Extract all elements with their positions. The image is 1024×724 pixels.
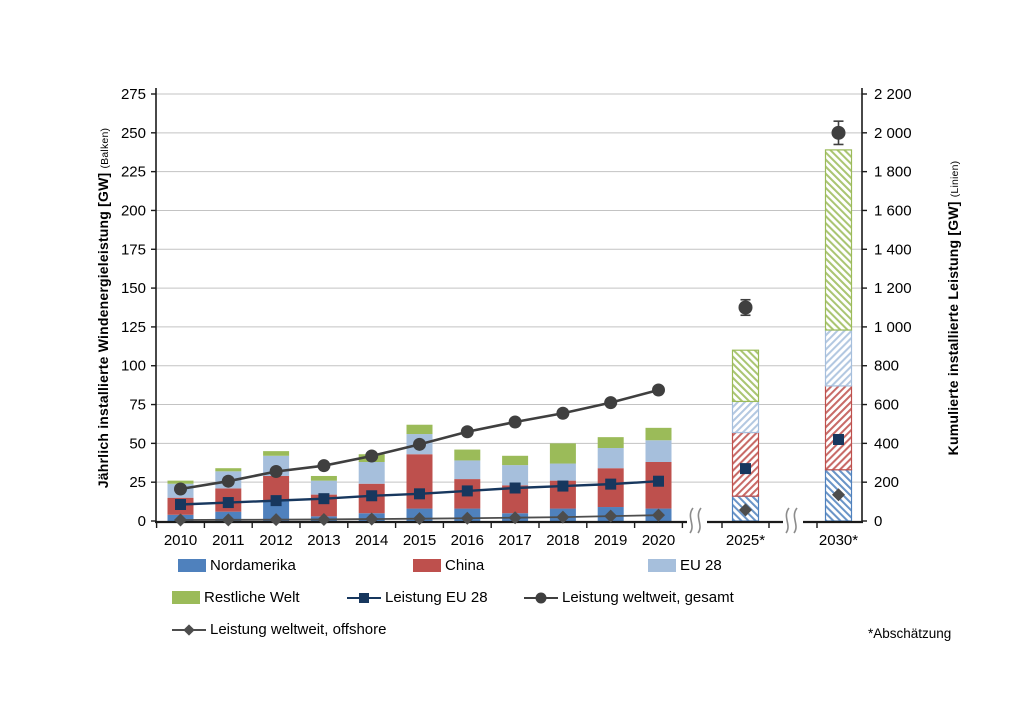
- estimate-footnote: *Abschätzung: [868, 626, 952, 641]
- marker-circle-2015: [413, 438, 426, 451]
- left-axis-tick-label: 150: [120, 280, 146, 298]
- bar-2015-restliche-welt: [407, 425, 433, 434]
- bar-2030-eu-28: [826, 330, 852, 386]
- bar-2019-restliche-welt: [598, 437, 624, 448]
- x-axis-label-2010: 2010: [163, 532, 198, 549]
- right-axis-tick-label: 600: [874, 396, 900, 414]
- x-axis-label-2013: 2013: [307, 532, 341, 549]
- left-axis-title: [95, 83, 111, 533]
- legend-label: Leistung weltweit, gesamt: [562, 589, 734, 606]
- marker-circle-2011: [222, 475, 235, 488]
- legend-marker-icon: [347, 591, 381, 605]
- bar-2013-restliche-welt: [311, 476, 337, 481]
- bar-2025-restliche-welt: [733, 350, 759, 401]
- left-axis-tick-label: 125: [120, 318, 146, 336]
- left-axis-tick-label: 75: [129, 396, 146, 414]
- bar-2020-eu-28: [646, 440, 672, 462]
- marker-square-2015: [414, 488, 425, 499]
- right-axis-tick-label: 1 200: [874, 280, 912, 298]
- x-axis-label-2011: 2011: [212, 532, 245, 549]
- legend-marker-icon: [172, 623, 206, 637]
- bar-2018-restliche-welt: [550, 443, 576, 463]
- bar-2019-eu-28: [598, 448, 624, 468]
- bar-2013-eu-28: [311, 481, 337, 495]
- left-axis-title-suffix: (Balken): [99, 127, 111, 169]
- left-axis-tick-label: 0: [137, 513, 146, 530]
- marker-circle-2020: [652, 383, 665, 396]
- left-axis-tick-label: 250: [120, 124, 146, 142]
- legend-label: Leistung EU 28: [385, 589, 488, 606]
- legend-item-eu-28: [648, 557, 722, 574]
- x-axis-label-2012: 2012: [259, 532, 293, 549]
- legend-marker-icon: [524, 591, 558, 605]
- marker-square-2010: [175, 499, 186, 510]
- left-axis-tick-label: 175: [120, 241, 146, 259]
- x-axis-label-2017: 2017: [498, 532, 532, 549]
- marker-square-2019: [605, 479, 616, 490]
- legend-label: Leistung weltweit, offshore: [210, 621, 387, 638]
- marker-square-2011: [223, 497, 234, 508]
- bar-2025-eu-28: [733, 401, 759, 432]
- marker-square-2030: [833, 434, 844, 445]
- x-axis-label-2030: 2030*: [818, 532, 859, 549]
- x-axis-label-2014: 2014: [355, 532, 389, 549]
- x-axis-label-2025: 2025*: [725, 532, 766, 549]
- bar-2030-restliche-welt: [826, 150, 852, 330]
- marker-circle-2019: [604, 396, 617, 409]
- legend-label: China: [445, 557, 485, 574]
- legend-item-leistung-eu-28: [347, 589, 488, 606]
- marker-circle-2030: [832, 126, 846, 140]
- bar-2017-eu-28: [502, 465, 528, 485]
- left-axis-tick-label: 200: [120, 202, 146, 220]
- marker-square-2013: [318, 493, 329, 504]
- marker-square-2012: [271, 495, 282, 506]
- legend-swatch-icon: [172, 591, 200, 604]
- x-axis-label-2018: 2018: [546, 532, 580, 549]
- marker-circle-2016: [461, 425, 474, 438]
- x-axis-label-2016: 2016: [450, 532, 484, 549]
- right-axis-tick-label: 1 000: [874, 318, 912, 336]
- left-axis-title-text: Jährlich installierte Windenergieleistung [GW]: [95, 172, 111, 489]
- marker-circle-2014: [365, 449, 378, 462]
- legend-swatch-icon: [178, 559, 206, 572]
- marker-circle-2012: [270, 465, 283, 478]
- x-axis-label-2019: 2019: [594, 532, 628, 549]
- bar-2016-restliche-welt: [454, 450, 480, 461]
- legend-item-china: [413, 557, 484, 574]
- x-axis-label-2020: 2020: [641, 532, 676, 549]
- right-axis-tick-label: 2 200: [874, 86, 912, 103]
- marker-square-2020: [653, 476, 664, 487]
- legend-item-nordamerika: [178, 557, 296, 574]
- marker-circle-2010: [174, 482, 187, 495]
- left-axis-tick-label: 100: [120, 357, 146, 375]
- right-axis-title-suffix: (Linien): [949, 160, 961, 198]
- marker-circle-2018: [556, 407, 569, 420]
- bar-2016-eu-28: [454, 460, 480, 479]
- left-axis-tick-label: 25: [129, 474, 146, 492]
- marker-circle-2017: [509, 416, 522, 429]
- marker-square-2018: [557, 481, 568, 492]
- bar-2012-restliche-welt: [263, 451, 289, 456]
- legend-item-leistung-weltweit-gesamt: [524, 589, 734, 606]
- legend-label: Restliche Welt: [204, 589, 300, 606]
- left-axis-tick-label: 275: [120, 86, 146, 103]
- marker-square-2016: [462, 485, 473, 496]
- bar-2030-china: [826, 386, 852, 470]
- left-axis-tick-label: 50: [129, 435, 146, 453]
- legend-item-leistung-weltweit-offshore: [172, 621, 387, 638]
- legend-swatch-icon: [648, 559, 676, 572]
- right-axis-tick-label: 1 800: [874, 163, 912, 181]
- legend-swatch-icon: [413, 559, 441, 572]
- legend-label: Nordamerika: [210, 557, 296, 574]
- bar-2017-restliche-welt: [502, 456, 528, 465]
- bar-2015-china: [407, 454, 433, 508]
- right-axis-tick-label: 1 400: [874, 241, 912, 259]
- marker-square-2017: [510, 483, 521, 494]
- bar-2018-eu-28: [550, 464, 576, 481]
- right-axis-tick-label: 400: [874, 435, 900, 453]
- marker-circle-2025: [739, 301, 753, 315]
- right-axis-tick-label: 1 600: [874, 202, 912, 220]
- right-axis-title: [945, 93, 961, 523]
- left-axis-tick-label: 225: [120, 163, 146, 181]
- right-axis-tick-label: 2 000: [874, 124, 912, 142]
- legend-label: EU 28: [680, 557, 722, 574]
- bar-2020-restliche-welt: [646, 428, 672, 440]
- legend-item-restliche-welt: [172, 589, 300, 606]
- bar-2014-eu-28: [359, 462, 385, 484]
- right-axis-tick-label: 200: [874, 474, 900, 492]
- right-axis-tick-label: 800: [874, 357, 900, 375]
- marker-circle-2013: [317, 459, 330, 472]
- marker-square-2014: [366, 490, 377, 501]
- bar-2011-restliche-welt: [215, 468, 241, 471]
- right-axis-tick-label: 0: [874, 513, 883, 530]
- x-axis-label-2015: 2015: [402, 532, 437, 549]
- right-axis-title-text: Kumulierte installierte Leistung [GW]: [945, 201, 961, 456]
- marker-square-2025: [740, 463, 751, 474]
